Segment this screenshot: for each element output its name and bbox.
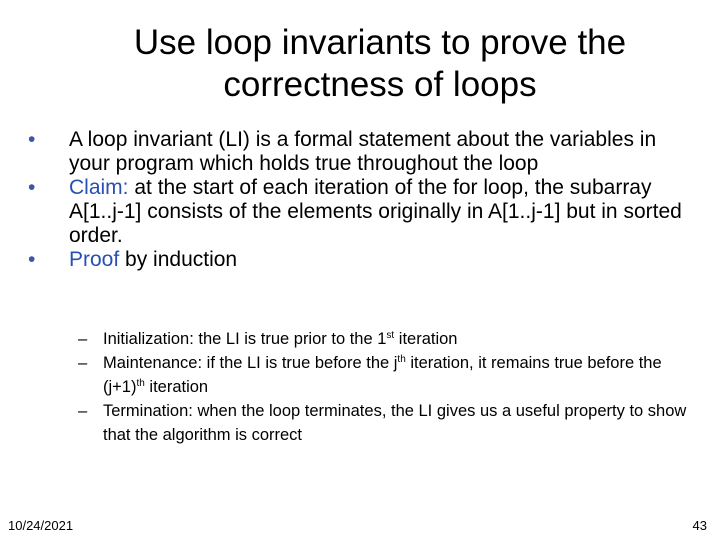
sub-bullet-initialization — [78, 327, 698, 351]
bullet-list — [28, 128, 688, 272]
superscript: st — [386, 330, 395, 341]
slide-title — [60, 22, 700, 106]
dash-marker: – — [78, 354, 88, 372]
sub-bullet-maintenance — [78, 351, 698, 399]
bullet-marker: • — [28, 248, 36, 271]
bullet-text: A loop invariant (LI) is a formal statement about the variables in your program which holds true throughout the loop — [69, 128, 657, 175]
slide-title-line-1: Use loop invariants to prove the — [133, 23, 627, 62]
dash-marker: – — [78, 330, 88, 348]
footer-date: 10/24/2021 — [8, 518, 74, 533]
bullet-text: at the start of each iteration of the for loop, the subarray A[1..j-1] consists of the elements originally in A[1..j-1] but in sorted order. — [69, 176, 682, 247]
superscript: th — [397, 354, 406, 365]
sub-bullet-text: Termination: when the loop terminates, the LI gives us a useful property to show that the algorithm is correct — [103, 402, 687, 444]
sub-bullet-text: iteration — [394, 330, 458, 348]
slide-title-line-2: correctness of loops — [223, 65, 537, 104]
sub-bullet-text: iteration — [144, 378, 209, 396]
sub-bullet-text: iteration, it remains true before the (j+1) — [103, 354, 662, 396]
bullet-text: by induction — [119, 248, 238, 271]
proof-keyword: Proof — [69, 248, 120, 271]
superscript: th — [136, 378, 145, 389]
sub-bullet-termination — [78, 399, 698, 447]
claim-keyword: Claim: — [69, 176, 129, 199]
bullet-item-proof — [28, 248, 688, 272]
bullet-marker: • — [28, 176, 36, 199]
sub-bullet-list — [78, 327, 698, 447]
bullet-item-claim — [28, 176, 688, 248]
dash-marker: – — [78, 402, 88, 420]
page-number: 43 — [692, 518, 707, 533]
sub-bullet-text: Maintenance: if the LI is true before the j — [103, 354, 398, 372]
sub-bullet-text: Initialization: the LI is true prior to the 1 — [103, 330, 387, 348]
bullet-item-loop-invariant — [28, 128, 688, 176]
bullet-marker: • — [28, 128, 36, 151]
